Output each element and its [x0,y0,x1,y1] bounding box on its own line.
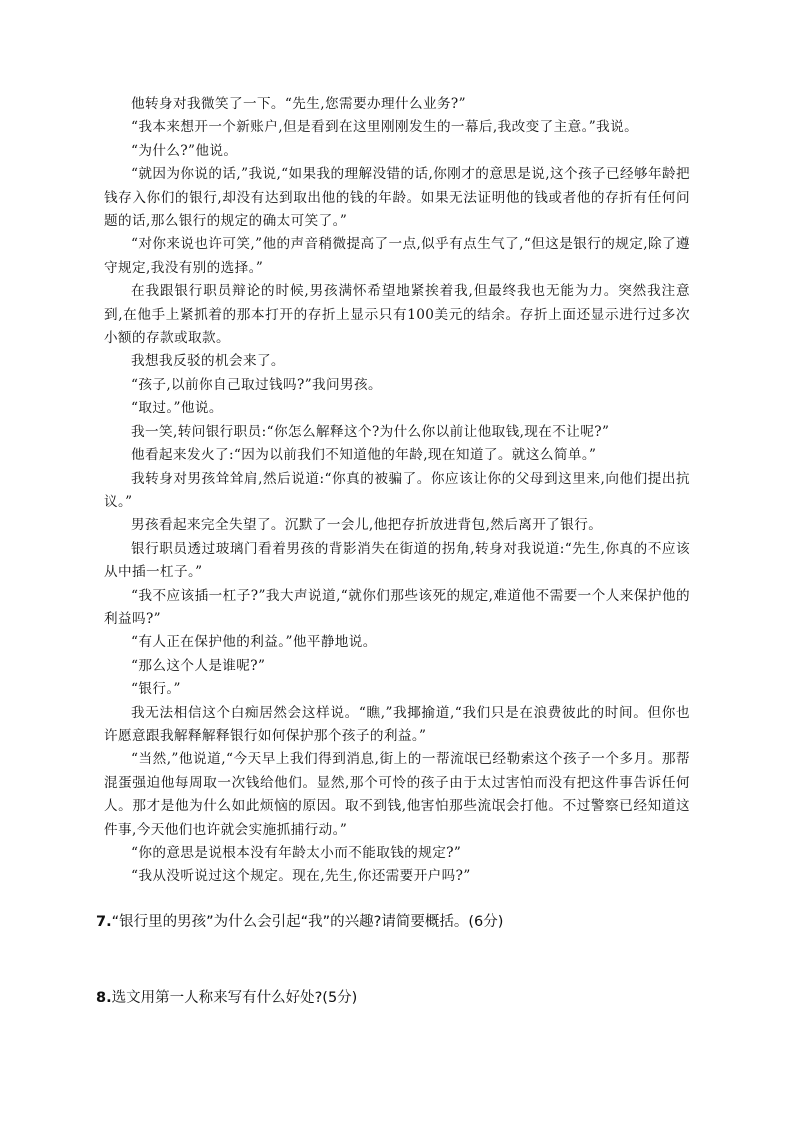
story-paragraph: 在我跟银行职员辩论的时候,男孩满怀希望地紧挨着我,但最终我也无能为力。突然我注意到,在他手上紧抓着的那本打开的存折上显示只有100美元的结余。存折上面还显示进行过多次小额的存款或取款。 [104,283,690,347]
story-paragraph: 我转身对男孩耸耸肩,然后说道:“你真的被骗了。你应该让你的父母到这里来,向他们提出抗议。” [104,470,690,510]
story-paragraph: 我一笑,转问银行职员:“你怎么解释这个?为什么你以前让他取钱,现在不让呢?” [131,423,610,440]
story-paragraph: “对你来说也许可笑,”他的声音稍微提高了一点,似乎有点生气了,“但这是银行的规定,除了遵守规定,我没有别的选择。” [104,236,690,276]
story-paragraph: 我无法相信这个白痴居然会这样说。“瞧,”我揶揄道,“我们只是在浪费彼此的时间。但你也许愿意跟我解释解释银行如何保护那个孩子的利益。” [104,704,690,744]
story-paragraph: “你的意思是说根本没有年龄太小而不能取钱的规定?” [131,845,462,861]
story-paragraph: “就因为你说的话,”我说,“如果我的理解没错的话,你刚才的意思是说,这个孩子已经够年龄把钱存入你们的银行,却没有达到取出他的钱的年龄。如果无法证明他的钱或者他的存折有任何问题的话,那么银行的规定的确太可笑了。” [104,166,690,230]
story-paragraph: 银行职员透过玻璃门看着男孩的背影消失在街道的拐角,转身对我说道:“先生,你真的不应该从中插一杠子。” [104,540,690,581]
story-paragraph: 他看起来发火了:“因为以前我们不知道他的年龄,现在知道了。就这么简单。” [131,447,597,464]
question-text: “银行里的男孩”为什么会引起“我”的兴趣?请简要概括。(6分) [111,914,504,930]
story-paragraph: “为什么?”他说。 [131,142,238,159]
story-paragraph: “我不应该插一杠子?”我大声说道,“就你们那些该死的规定,难道他不需要一个人来保护他的利益吗?” [104,587,690,627]
story-text [104,93,690,889]
story-paragraph: “当然,”他说道,“今天早上我们得到消息,街上的一帮流氓已经勒索这个孩子一个多月。那帮混蛋强迫他每周取一次钱给他们。显然,那个可怜的孩子由于太过害怕而没有把这件事告诉任何人。那才是他为什么如此烦恼的原因。取不到钱,他害怕那些流氓会打他。不过警察已经知道这件事,今天他们也许就会实施抓捕行动。” [104,751,690,838]
story-paragraph: “我从没听说过这个规定。现在,先生,你还需要开户吗?” [131,868,471,885]
question-7 [96,912,503,932]
story-paragraph: “那么这个人是谁呢?” [131,657,266,674]
question-number: 8. [96,990,112,1006]
story-paragraph: “孩子,以前你自己取过钱吗?”我问男孩。 [131,376,383,393]
story-paragraph: 他转身对我微笑了一下。“先生,您需要办理什么业务?” [131,96,466,112]
story-paragraph: “我本来想开一个新账户,但是看到在这里刚刚发生的一幕后,我改变了主意。”我说。 [131,119,639,136]
story-paragraph: “取过。”他说。 [131,400,223,417]
story-paragraph: “有人正在保护他的利益。”他平静地说。 [131,634,377,651]
question-text: 选文用第一人称来写有什么好处?(5分) [111,990,358,1006]
story-paragraph: “银行。” [131,681,181,698]
story-paragraph: 我想我反驳的机会来了。 [131,353,285,370]
question-8 [96,988,357,1008]
story-paragraph: 男孩看起来完全失望了。沉默了一会儿,他把存折放进背包,然后离开了银行。 [131,517,603,534]
question-number: 7. [96,914,112,930]
